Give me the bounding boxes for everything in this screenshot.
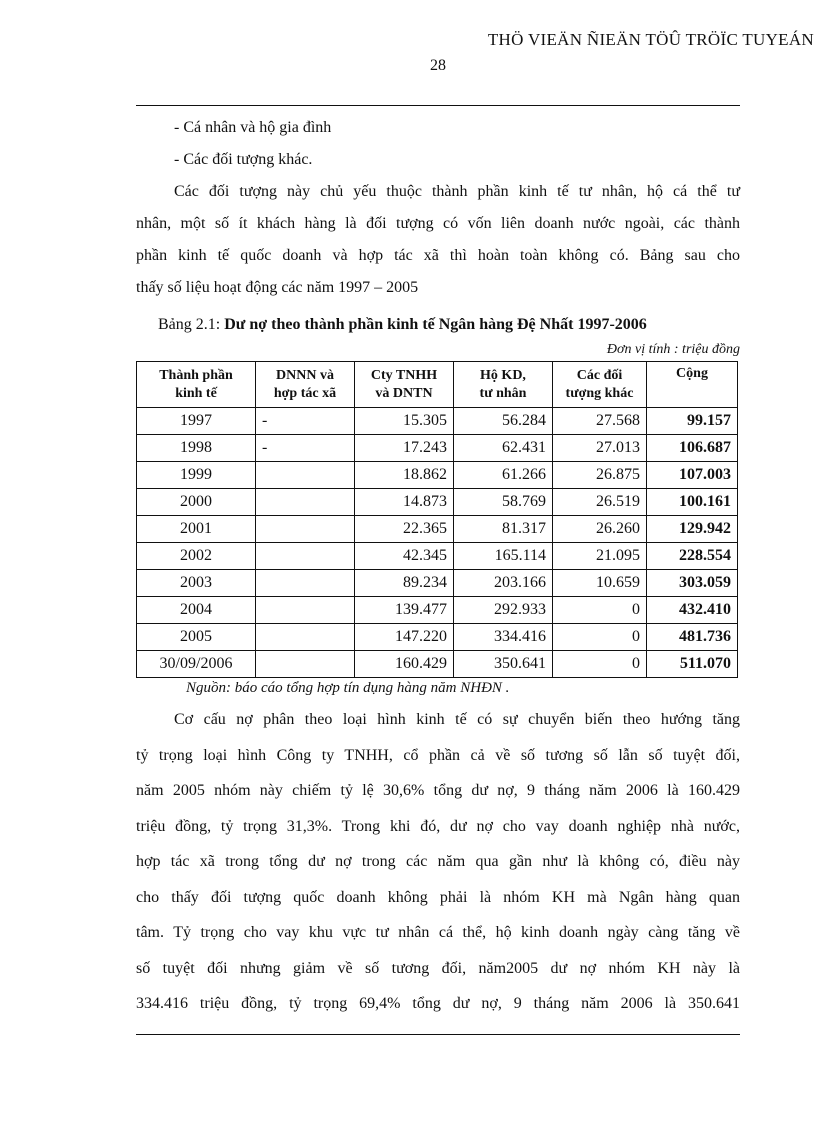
table-header-row	[137, 362, 738, 408]
cell-llc-private: 89.234	[355, 570, 454, 597]
cell-total: 481.736	[647, 624, 738, 651]
cell-soe-coop	[256, 624, 355, 651]
cell-household: 58.769	[454, 489, 553, 516]
cell-year: 2003	[137, 570, 256, 597]
cell-total: 432.410	[647, 597, 738, 624]
cell-llc-private: 160.429	[355, 651, 454, 678]
cell-other: 27.013	[553, 435, 647, 462]
cell-total: 129.942	[647, 516, 738, 543]
paragraph-line: năm 2005 nhóm này chiếm tỷ lệ 30,6% tổng dư nợ, 9 tháng năm 2006 là 160.429	[136, 782, 740, 799]
table-row	[137, 651, 738, 678]
cell-year: 1998	[137, 435, 256, 462]
table-caption	[158, 316, 647, 334]
column-header-sector: Thành phần kinh tế	[137, 362, 256, 408]
cell-household: 81.317	[454, 516, 553, 543]
cell-soe-coop	[256, 543, 355, 570]
cell-llc-private: 18.862	[355, 462, 454, 489]
cell-total: 99.157	[647, 408, 738, 435]
paragraph-line: số tuyệt đối nhưng giảm về số tương đối, năm2005 dư nợ nhóm KH này là	[136, 959, 740, 977]
table-caption-title: Dư nợ theo thành phần kinh tế Ngân hàng Đệ Nhất 1997-2006	[224, 316, 647, 333]
cell-household: 56.284	[454, 408, 553, 435]
table-row	[137, 624, 738, 651]
cell-other: 21.095	[553, 543, 647, 570]
paragraph-line: nhân, một số ít khách hàng là đối tượng có vốn liên doanh nước ngoài, các thành	[136, 215, 740, 232]
cell-llc-private: 15.305	[355, 408, 454, 435]
cell-total: 100.161	[647, 489, 738, 516]
cell-other: 0	[553, 624, 647, 651]
cell-total: 303.059	[647, 570, 738, 597]
cell-llc-private: 147.220	[355, 624, 454, 651]
cell-year: 2000	[137, 489, 256, 516]
cell-soe-coop	[256, 570, 355, 597]
cell-other: 26.875	[553, 462, 647, 489]
cell-total: 106.687	[647, 435, 738, 462]
cell-other: 26.260	[553, 516, 647, 543]
cell-year: 2004	[137, 597, 256, 624]
table-row	[137, 462, 738, 489]
table-row	[137, 597, 738, 624]
cell-soe-coop: -	[256, 408, 355, 435]
table-source: Nguồn: báo cáo tổng hợp tín dụng hàng năm NHĐN .	[186, 680, 510, 696]
debt-by-sector-table	[136, 361, 738, 678]
column-header-soe-coop: DNNN và hợp tác xã	[256, 362, 355, 408]
cell-year: 30/09/2006	[137, 651, 256, 678]
cell-household: 292.933	[454, 597, 553, 624]
cell-household: 61.266	[454, 462, 553, 489]
bullet-item: - Cá nhân và hộ gia đình	[174, 119, 332, 136]
site-header-title: THÖ VIEÄN ÑIEÄN TÖÛ TRÖÏC TUYEÁN	[487, 30, 814, 49]
paragraph-line: Cơ cấu nợ phân theo loại hình kinh tế có sự chuyển biến theo hướng tăng	[174, 711, 740, 728]
cell-year: 1999	[137, 462, 256, 489]
paragraph-line: 334.416 triệu đồng, tỷ trọng 69,4% tổng dư nợ, 9 tháng năm 2006 là 350.641	[136, 995, 740, 1012]
paragraph-line: Các đối tượng này chủ yếu thuộc thành phần kinh tế tư nhân, hộ cá thể tư	[174, 183, 740, 200]
header-rule	[136, 105, 740, 106]
cell-other: 27.568	[553, 408, 647, 435]
table-caption-prefix: Bảng 2.1:	[158, 316, 225, 333]
cell-year: 2005	[137, 624, 256, 651]
column-header-llc-private: Cty TNHH và DNTN	[355, 362, 454, 408]
table-row	[137, 516, 738, 543]
cell-soe-coop	[256, 462, 355, 489]
paragraph-line: phần kinh tế quốc doanh và hợp tác xã thì hoàn toàn không có. Bảng sau cho	[136, 247, 740, 264]
table-row	[137, 489, 738, 516]
cell-soe-coop: -	[256, 435, 355, 462]
cell-total: 511.070	[647, 651, 738, 678]
cell-year: 2001	[137, 516, 256, 543]
cell-llc-private: 139.477	[355, 597, 454, 624]
analysis-section	[136, 702, 740, 1022]
cell-other: 26.519	[553, 489, 647, 516]
table-row	[137, 408, 738, 435]
table-row	[137, 435, 738, 462]
cell-soe-coop	[256, 651, 355, 678]
paragraph-line: tỷ trọng loại hình Công ty TNHH, cổ phần cả về số tương số lẫn số tuyệt đối,	[136, 746, 740, 764]
table-row	[137, 543, 738, 570]
cell-other: 0	[553, 651, 647, 678]
cell-household: 165.114	[454, 543, 553, 570]
column-header-other: Các đối tượng khác	[553, 362, 647, 408]
bullet-item: - Các đối tượng khác.	[174, 151, 313, 168]
cell-total: 107.003	[647, 462, 738, 489]
page-number: 28	[430, 57, 446, 74]
cell-llc-private: 17.243	[355, 435, 454, 462]
table-unit-note: Đơn vị tính : triệu đồng	[606, 342, 740, 357]
cell-llc-private: 14.873	[355, 489, 454, 516]
column-header-total: Cộng	[647, 362, 738, 408]
paragraph-line: triệu đồng, tỷ trọng 31,3%. Trong khi đó, dư nợ cho vay doanh nghiệp nhà nước,	[136, 817, 740, 835]
cell-other: 10.659	[553, 570, 647, 597]
cell-llc-private: 42.345	[355, 543, 454, 570]
intro-section	[136, 112, 740, 304]
cell-total: 228.554	[647, 543, 738, 570]
paragraph-line: thấy số liệu hoạt động các năm 1997 – 2005	[136, 279, 419, 296]
cell-household: 350.641	[454, 651, 553, 678]
cell-soe-coop	[256, 516, 355, 543]
paragraph-line: tâm. Tỷ trọng cho vay khu vực tư nhân cá thể, hộ kinh doanh ngày càng tăng về	[136, 924, 740, 941]
cell-year: 1997	[137, 408, 256, 435]
paragraph-line: cho thấy đối tượng quốc doanh không phải là nhóm KH mà Ngân hàng quan	[136, 888, 740, 906]
cell-year: 2002	[137, 543, 256, 570]
cell-household: 334.416	[454, 624, 553, 651]
column-header-household: Hộ KD, tư nhân	[454, 362, 553, 408]
cell-soe-coop	[256, 489, 355, 516]
cell-household: 203.166	[454, 570, 553, 597]
cell-llc-private: 22.365	[355, 516, 454, 543]
cell-other: 0	[553, 597, 647, 624]
table-row	[137, 570, 738, 597]
cell-household: 62.431	[454, 435, 553, 462]
paragraph-line: hợp tác xã trong tổng dư nợ trong các năm qua gần như là không có, điều này	[136, 853, 740, 870]
cell-soe-coop	[256, 597, 355, 624]
footer-rule	[136, 1034, 740, 1035]
